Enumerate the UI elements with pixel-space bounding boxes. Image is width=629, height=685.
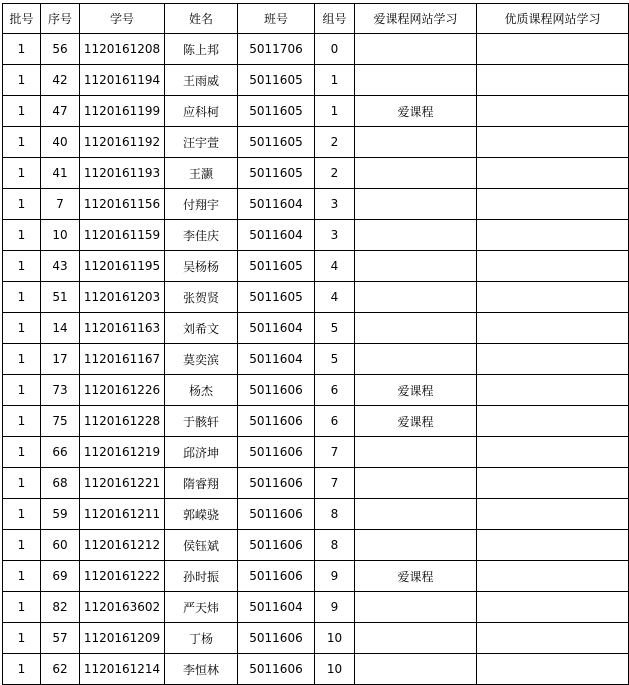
name-cell: 莫奕滨 bbox=[165, 344, 238, 375]
serial-cell: 17 bbox=[41, 344, 80, 375]
aikecheng-cell bbox=[355, 344, 477, 375]
class-cell: 5011606 bbox=[238, 437, 315, 468]
serial-cell: 14 bbox=[41, 313, 80, 344]
group-cell: 9 bbox=[315, 561, 355, 592]
batch-cell: 1 bbox=[3, 499, 41, 530]
student-id-cell: 1120161212 bbox=[80, 530, 165, 561]
student-id-cell: 1120161211 bbox=[80, 499, 165, 530]
aikecheng-cell bbox=[355, 34, 477, 65]
group-cell: 10 bbox=[315, 623, 355, 654]
group-cell: 10 bbox=[315, 654, 355, 685]
group-cell: 3 bbox=[315, 189, 355, 220]
serial-cell: 47 bbox=[41, 96, 80, 127]
student-id-cell: 1120161226 bbox=[80, 375, 165, 406]
student-id-cell: 1120161214 bbox=[80, 654, 165, 685]
batch-cell: 1 bbox=[3, 127, 41, 158]
batch-cell: 1 bbox=[3, 251, 41, 282]
table-row bbox=[3, 158, 629, 189]
aikecheng-cell bbox=[355, 499, 477, 530]
class-cell: 5011605 bbox=[238, 65, 315, 96]
header-row bbox=[3, 4, 629, 34]
aikecheng-cell bbox=[355, 530, 477, 561]
student-id-cell: 1120161221 bbox=[80, 468, 165, 499]
group-cell: 3 bbox=[315, 220, 355, 251]
table-row bbox=[3, 282, 629, 313]
group-cell: 2 bbox=[315, 127, 355, 158]
group-cell: 1 bbox=[315, 65, 355, 96]
quality-course-cell bbox=[477, 282, 629, 313]
table-row bbox=[3, 561, 629, 592]
class-cell: 5011606 bbox=[238, 406, 315, 437]
table-body bbox=[3, 34, 629, 685]
header-name: 姓名 bbox=[165, 4, 238, 34]
group-cell: 4 bbox=[315, 251, 355, 282]
batch-cell: 1 bbox=[3, 344, 41, 375]
header-quality-course: 优质课程网站学习 bbox=[477, 4, 629, 34]
student-id-cell: 1120161219 bbox=[80, 437, 165, 468]
table-row bbox=[3, 499, 629, 530]
table-row bbox=[3, 375, 629, 406]
student-id-cell: 1120161222 bbox=[80, 561, 165, 592]
aikecheng-cell bbox=[355, 251, 477, 282]
group-cell: 7 bbox=[315, 468, 355, 499]
student-id-cell: 1120161195 bbox=[80, 251, 165, 282]
serial-cell: 7 bbox=[41, 189, 80, 220]
student-id-cell: 1120161163 bbox=[80, 313, 165, 344]
group-cell: 8 bbox=[315, 530, 355, 561]
table-row bbox=[3, 344, 629, 375]
name-cell: 郭嵘骁 bbox=[165, 499, 238, 530]
quality-course-cell bbox=[477, 468, 629, 499]
name-cell: 于骸轩 bbox=[165, 406, 238, 437]
aikecheng-cell bbox=[355, 654, 477, 685]
serial-cell: 41 bbox=[41, 158, 80, 189]
group-cell: 6 bbox=[315, 406, 355, 437]
class-cell: 5011604 bbox=[238, 313, 315, 344]
batch-cell: 1 bbox=[3, 406, 41, 437]
batch-cell: 1 bbox=[3, 437, 41, 468]
quality-course-cell bbox=[477, 158, 629, 189]
quality-course-cell bbox=[477, 406, 629, 437]
group-cell: 2 bbox=[315, 158, 355, 189]
serial-cell: 69 bbox=[41, 561, 80, 592]
quality-course-cell bbox=[477, 499, 629, 530]
table-row bbox=[3, 96, 629, 127]
batch-cell: 1 bbox=[3, 623, 41, 654]
name-cell: 刘希文 bbox=[165, 313, 238, 344]
name-cell: 侯钰斌 bbox=[165, 530, 238, 561]
batch-cell: 1 bbox=[3, 189, 41, 220]
quality-course-cell bbox=[477, 189, 629, 220]
aikecheng-cell bbox=[355, 468, 477, 499]
group-cell: 9 bbox=[315, 592, 355, 623]
table-row bbox=[3, 623, 629, 654]
serial-cell: 42 bbox=[41, 65, 80, 96]
serial-cell: 60 bbox=[41, 530, 80, 561]
header-group: 组号 bbox=[315, 4, 355, 34]
quality-course-cell bbox=[477, 530, 629, 561]
quality-course-cell bbox=[477, 344, 629, 375]
serial-cell: 62 bbox=[41, 654, 80, 685]
group-cell: 5 bbox=[315, 313, 355, 344]
serial-cell: 82 bbox=[41, 592, 80, 623]
table-row bbox=[3, 530, 629, 561]
class-cell: 5011606 bbox=[238, 654, 315, 685]
quality-course-cell bbox=[477, 96, 629, 127]
header-serial: 序号 bbox=[41, 4, 80, 34]
serial-cell: 59 bbox=[41, 499, 80, 530]
aikecheng-cell bbox=[355, 313, 477, 344]
aikecheng-cell: 爱课程 bbox=[355, 96, 477, 127]
table-row bbox=[3, 468, 629, 499]
aikecheng-cell bbox=[355, 592, 477, 623]
class-cell: 5011604 bbox=[238, 220, 315, 251]
group-cell: 1 bbox=[315, 96, 355, 127]
table-row bbox=[3, 127, 629, 158]
class-cell: 5011606 bbox=[238, 499, 315, 530]
table-row bbox=[3, 406, 629, 437]
student-id-cell: 1120161159 bbox=[80, 220, 165, 251]
class-cell: 5011706 bbox=[238, 34, 315, 65]
student-id-cell: 1120161203 bbox=[80, 282, 165, 313]
batch-cell: 1 bbox=[3, 282, 41, 313]
serial-cell: 75 bbox=[41, 406, 80, 437]
student-id-cell: 1120161193 bbox=[80, 158, 165, 189]
batch-cell: 1 bbox=[3, 468, 41, 499]
student-id-cell: 1120161209 bbox=[80, 623, 165, 654]
group-cell: 6 bbox=[315, 375, 355, 406]
class-cell: 5011605 bbox=[238, 127, 315, 158]
serial-cell: 73 bbox=[41, 375, 80, 406]
table-row bbox=[3, 313, 629, 344]
class-cell: 5011606 bbox=[238, 468, 315, 499]
batch-cell: 1 bbox=[3, 65, 41, 96]
class-cell: 5011606 bbox=[238, 530, 315, 561]
aikecheng-cell bbox=[355, 65, 477, 96]
header-aikecheng: 爱课程网站学习 bbox=[355, 4, 477, 34]
quality-course-cell bbox=[477, 592, 629, 623]
quality-course-cell bbox=[477, 313, 629, 344]
batch-cell: 1 bbox=[3, 530, 41, 561]
table-row bbox=[3, 34, 629, 65]
quality-course-cell bbox=[477, 375, 629, 406]
class-cell: 5011605 bbox=[238, 158, 315, 189]
name-cell: 李恒林 bbox=[165, 654, 238, 685]
aikecheng-cell bbox=[355, 220, 477, 251]
quality-course-cell bbox=[477, 34, 629, 65]
class-cell: 5011605 bbox=[238, 96, 315, 127]
name-cell: 丁杨 bbox=[165, 623, 238, 654]
student-id-cell: 1120161199 bbox=[80, 96, 165, 127]
student-table bbox=[2, 3, 629, 685]
table-row bbox=[3, 189, 629, 220]
class-cell: 5011605 bbox=[238, 251, 315, 282]
aikecheng-cell bbox=[355, 189, 477, 220]
student-id-cell: 1120161228 bbox=[80, 406, 165, 437]
group-cell: 8 bbox=[315, 499, 355, 530]
name-cell: 王灏 bbox=[165, 158, 238, 189]
serial-cell: 51 bbox=[41, 282, 80, 313]
header-class: 班号 bbox=[238, 4, 315, 34]
batch-cell: 1 bbox=[3, 592, 41, 623]
serial-cell: 40 bbox=[41, 127, 80, 158]
name-cell: 应科柯 bbox=[165, 96, 238, 127]
name-cell: 吴杨杨 bbox=[165, 251, 238, 282]
group-cell: 0 bbox=[315, 34, 355, 65]
class-cell: 5011606 bbox=[238, 623, 315, 654]
serial-cell: 68 bbox=[41, 468, 80, 499]
batch-cell: 1 bbox=[3, 375, 41, 406]
table-row bbox=[3, 65, 629, 96]
quality-course-cell bbox=[477, 623, 629, 654]
student-id-cell: 1120161192 bbox=[80, 127, 165, 158]
class-cell: 5011606 bbox=[238, 561, 315, 592]
header-batch: 批号 bbox=[3, 4, 41, 34]
batch-cell: 1 bbox=[3, 220, 41, 251]
class-cell: 5011606 bbox=[238, 375, 315, 406]
student-id-cell: 1120161156 bbox=[80, 189, 165, 220]
aikecheng-cell: 爱课程 bbox=[355, 406, 477, 437]
name-cell: 付翔宇 bbox=[165, 189, 238, 220]
class-cell: 5011605 bbox=[238, 282, 315, 313]
table-row bbox=[3, 220, 629, 251]
header-student-id: 学号 bbox=[80, 4, 165, 34]
serial-cell: 57 bbox=[41, 623, 80, 654]
batch-cell: 1 bbox=[3, 96, 41, 127]
aikecheng-cell: 爱课程 bbox=[355, 561, 477, 592]
group-cell: 4 bbox=[315, 282, 355, 313]
name-cell: 汪宇萱 bbox=[165, 127, 238, 158]
class-cell: 5011604 bbox=[238, 592, 315, 623]
name-cell: 杨杰 bbox=[165, 375, 238, 406]
aikecheng-cell bbox=[355, 623, 477, 654]
serial-cell: 56 bbox=[41, 34, 80, 65]
class-cell: 5011604 bbox=[238, 189, 315, 220]
quality-course-cell bbox=[477, 561, 629, 592]
table-row bbox=[3, 251, 629, 282]
quality-course-cell bbox=[477, 65, 629, 96]
name-cell: 李佳庆 bbox=[165, 220, 238, 251]
quality-course-cell bbox=[477, 251, 629, 282]
student-id-cell: 1120161194 bbox=[80, 65, 165, 96]
serial-cell: 66 bbox=[41, 437, 80, 468]
batch-cell: 1 bbox=[3, 34, 41, 65]
class-cell: 5011604 bbox=[238, 344, 315, 375]
aikecheng-cell bbox=[355, 282, 477, 313]
name-cell: 邱济坤 bbox=[165, 437, 238, 468]
student-id-cell: 1120161208 bbox=[80, 34, 165, 65]
student-id-cell: 1120161167 bbox=[80, 344, 165, 375]
serial-cell: 10 bbox=[41, 220, 80, 251]
name-cell: 严天炜 bbox=[165, 592, 238, 623]
group-cell: 5 bbox=[315, 344, 355, 375]
table-row bbox=[3, 592, 629, 623]
quality-course-cell bbox=[477, 127, 629, 158]
table-row bbox=[3, 654, 629, 685]
name-cell: 张贺贤 bbox=[165, 282, 238, 313]
student-id-cell: 1120163602 bbox=[80, 592, 165, 623]
batch-cell: 1 bbox=[3, 158, 41, 189]
aikecheng-cell bbox=[355, 127, 477, 158]
name-cell: 陈上邦 bbox=[165, 34, 238, 65]
aikecheng-cell: 爱课程 bbox=[355, 375, 477, 406]
aikecheng-cell bbox=[355, 437, 477, 468]
table-row bbox=[3, 437, 629, 468]
batch-cell: 1 bbox=[3, 654, 41, 685]
group-cell: 7 bbox=[315, 437, 355, 468]
aikecheng-cell bbox=[355, 158, 477, 189]
name-cell: 隋睿翔 bbox=[165, 468, 238, 499]
quality-course-cell bbox=[477, 220, 629, 251]
batch-cell: 1 bbox=[3, 313, 41, 344]
quality-course-cell bbox=[477, 654, 629, 685]
serial-cell: 43 bbox=[41, 251, 80, 282]
batch-cell: 1 bbox=[3, 561, 41, 592]
quality-course-cell bbox=[477, 437, 629, 468]
name-cell: 王雨威 bbox=[165, 65, 238, 96]
name-cell: 孙时振 bbox=[165, 561, 238, 592]
